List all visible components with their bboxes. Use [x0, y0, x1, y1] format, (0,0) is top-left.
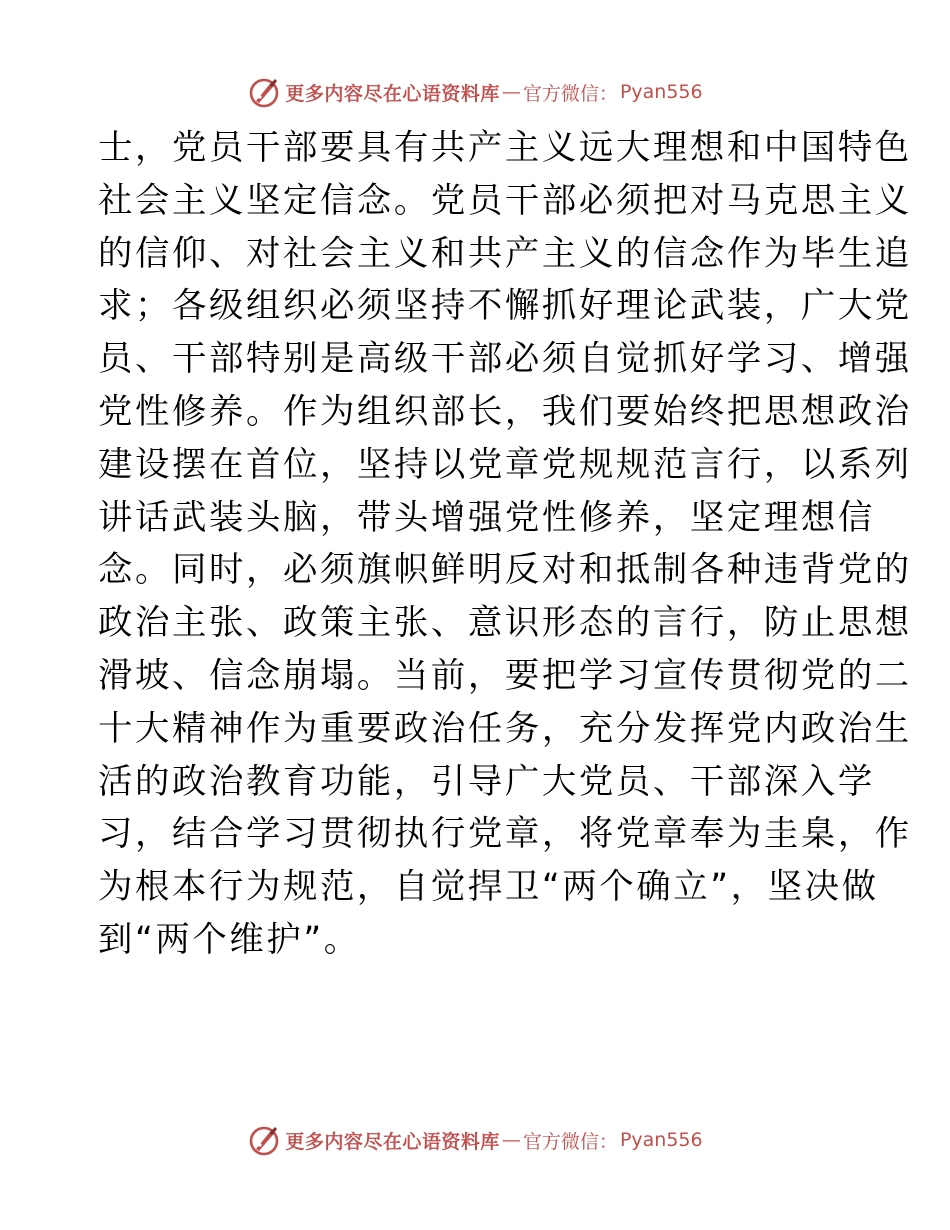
body-line: 员、干部特别是高级干部必须自觉抓好学习、增强 — [98, 339, 912, 380]
document-body — [98, 122, 912, 967]
watermark-site-name: 更多内容尽在心语资料库 — [285, 82, 500, 105]
body-line: 为根本行为规范，自觉捍卫“两个确立”，坚决做 — [98, 867, 879, 908]
body-line: 活的政治教育功能，引导广大党员、干部深入学 — [98, 761, 875, 802]
body-line: 念。同时，必须旗帜鲜明反对和抵制各种违背党的 — [98, 550, 912, 591]
body-line: 党性修养。作为组织部长，我们要始终把思想政治 — [98, 391, 912, 432]
body-line: 政治主张、政策主张、意识形态的言行，防止思想 — [98, 603, 912, 644]
header-watermark — [0, 72, 950, 112]
body-line: 的信仰、对社会主义和共产主义的信念作为毕生追 — [98, 233, 912, 274]
body-line: 十大精神作为重要政治任务，充分发挥党内政治生 — [98, 708, 912, 749]
body-line: 习，结合学习贯彻执行党章，将党章奉为圭臬，作 — [98, 814, 912, 855]
quill-pen-logo-icon — [247, 1123, 281, 1157]
watermark-separator: — — [501, 1129, 521, 1151]
body-line: 社会主义坚定信念。党员干部必须把对马克思主义 — [98, 180, 912, 221]
watermark-site-name: 更多内容尽在心语资料库 — [285, 1130, 500, 1153]
watermark-separator: — — [501, 81, 521, 103]
watermark-wechat-label: 官方微信： — [522, 1130, 618, 1153]
body-line: 滑坡、信念崩塌。当前，要把学习宣传贯彻党的二 — [98, 655, 912, 696]
quill-pen-logo-icon — [247, 75, 281, 109]
body-line: 士，党员干部要具有共产主义远大理想和中国特色 — [98, 128, 912, 168]
body-line: 建设摆在首位，坚持以党章党规规范言行，以系列 — [98, 444, 912, 485]
watermark-wechat-id: Pyan556 — [619, 81, 703, 103]
body-line: 讲话武装头脑，带头增强党性修养，坚定理想信 — [98, 497, 875, 538]
footer-watermark — [0, 1120, 950, 1160]
watermark-wechat-id: Pyan556 — [619, 1129, 703, 1151]
watermark-wechat-label: 官方微信： — [522, 82, 618, 105]
body-line: 到“两个维护”。 — [98, 919, 361, 960]
body-line: 求；各级组织必须坚持不懈抓好理论武装，广大党 — [98, 286, 912, 327]
